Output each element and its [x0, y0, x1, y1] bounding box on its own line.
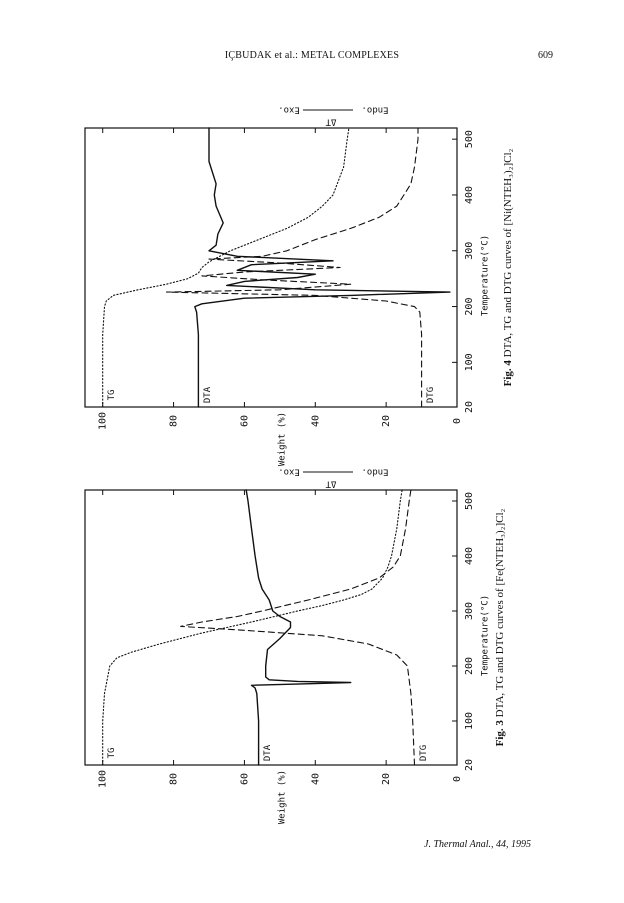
caption-text: DTA, TG and DTG curves of [Fe(NTEH₃)₂]Cl₂	[493, 508, 506, 721]
series-dtg	[181, 490, 415, 765]
series-dta	[195, 128, 450, 407]
x-tick-label: 100	[464, 353, 475, 372]
x-tick-label: 20	[464, 400, 475, 414]
dta-endo-label: Endo.	[361, 466, 389, 477]
dta-delta-label: ΔT	[325, 116, 337, 127]
x-tick-label: 100	[464, 711, 475, 731]
curve-label-dta: DTA	[202, 386, 213, 404]
curve-label-tg: TG	[107, 389, 118, 401]
x-tick-label: 400	[464, 546, 475, 566]
x-axis-title: Temperature(°C)	[480, 234, 491, 317]
footer-journal: J. Thermal Anal.,	[424, 839, 494, 850]
dta-exo-label: Exo.	[278, 104, 300, 115]
curve-label-tg: TG	[107, 747, 118, 759]
y-tick-label: 40	[310, 772, 322, 786]
x-tick-label: 200	[464, 297, 475, 316]
y-tick-label: 100	[97, 411, 109, 431]
dta-exo-label: Exo.	[278, 466, 300, 477]
x-tick-label: 500	[464, 491, 475, 511]
running-head: IÇBUDAK et al.: METAL COMPLEXES	[224, 50, 400, 61]
x-tick-label: 20	[464, 758, 475, 772]
y-tick-label: 60	[239, 772, 251, 786]
plot-frame	[85, 490, 457, 765]
curve-label-dta: DTA	[263, 744, 274, 762]
y-tick-label: 20	[381, 414, 393, 428]
footer-volume: 44, 1995	[496, 839, 532, 850]
caption-label: Fig. 3	[493, 720, 506, 747]
y-tick-label: 0	[452, 417, 463, 425]
plot-frame	[85, 128, 457, 407]
series-tg	[103, 128, 349, 407]
y-axis-title: Weight (%)	[277, 411, 288, 467]
y-axis-title: Weight (%)	[277, 769, 288, 825]
curve-label-dtg: DTG	[418, 744, 429, 762]
y-tick-label: 40	[310, 414, 322, 428]
series-dtg	[167, 128, 422, 407]
fig4-chart	[85, 105, 514, 467]
dta-endo-label: Endo.	[361, 104, 389, 115]
fig3-chart	[85, 467, 506, 825]
curve-label-dtg: DTG	[426, 386, 437, 404]
caption-label: Fig. 4	[501, 360, 514, 387]
y-tick-label: 0	[452, 775, 463, 783]
y-tick-label: 80	[168, 414, 180, 428]
dta-delta-label: ΔT	[325, 478, 337, 489]
x-tick-label: 400	[464, 185, 475, 204]
page-number: 609	[538, 50, 553, 61]
x-tick-label: 300	[464, 601, 475, 621]
y-tick-label: 20	[381, 772, 393, 786]
x-tick-label: 200	[464, 656, 475, 676]
y-tick-label: 100	[97, 769, 109, 789]
x-tick-label: 500	[464, 130, 475, 149]
y-tick-label: 60	[239, 414, 251, 428]
figure-caption	[502, 148, 514, 386]
series-dta	[246, 490, 351, 765]
caption-text: DTA, TG and DTG curves of [Ni(NTEH₃)₂]Cl₂	[501, 148, 514, 361]
y-tick-label: 80	[168, 772, 180, 786]
figure-caption	[494, 508, 506, 746]
x-axis-title: Temperature(°C)	[480, 594, 491, 677]
x-tick-label: 300	[464, 241, 475, 260]
